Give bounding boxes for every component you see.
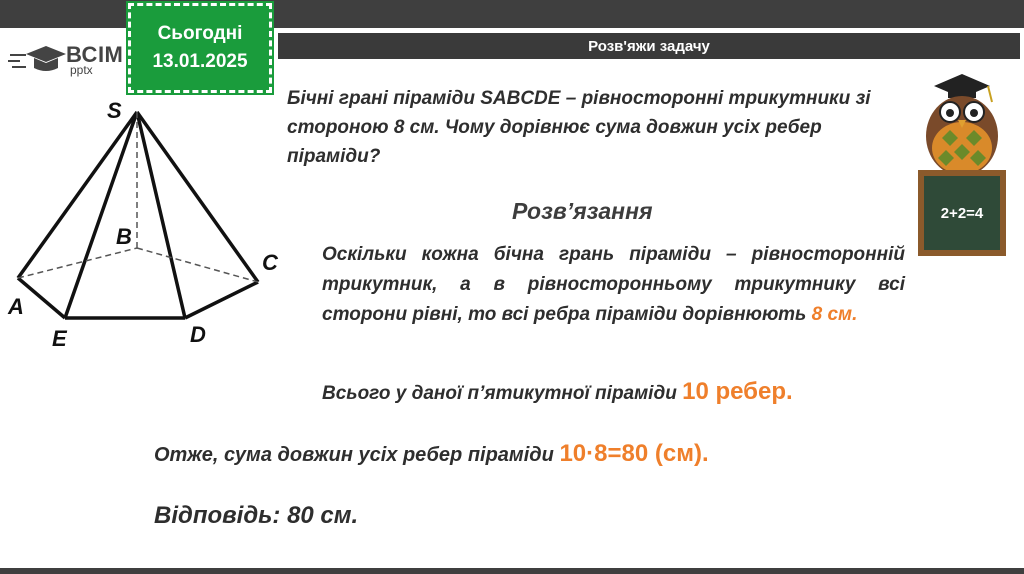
vertex-label-E: E — [52, 326, 67, 351]
vertex-label-S: S — [107, 98, 122, 123]
answer: Відповідь: 80 см. — [154, 502, 359, 529]
vertex-label-B: B — [116, 224, 132, 249]
logo-subtext: pptx — [70, 63, 93, 77]
blackboard-equation: 2+2=4 — [940, 205, 984, 222]
date-badge — [128, 3, 272, 93]
hidden-edge-BC — [137, 248, 258, 282]
logo-text: ВСІМ — [66, 42, 124, 67]
edge-AE — [18, 278, 65, 318]
edge-SE — [65, 112, 137, 318]
edge-length-value: 8 см. — [811, 304, 858, 325]
vertex-label-C: C — [262, 250, 278, 275]
sum-text: Отже, сума довжин усіх ребер піраміди — [154, 444, 554, 466]
edge-DC — [185, 282, 258, 318]
vertex-label-A: A — [8, 294, 24, 319]
edges-count — [322, 378, 793, 406]
explanation-text: Оскільки кожна бічна грань піраміди – рівносторонній трикутник, а в рівносторонньому трикутнику всі сторони рівні, то всі ребра піраміди дорівнюють — [322, 244, 905, 325]
edges-sum — [154, 440, 709, 468]
sum-value: 10·8=80 (см). — [559, 440, 709, 467]
solution-explanation — [322, 240, 905, 330]
bottom-bar — [0, 568, 1024, 574]
slide-title: Розв'яжи задачу — [588, 37, 710, 55]
pyramid-figure — [0, 95, 290, 355]
problem-text: Бічні грані піраміди SABCDE – рівносторонні трикутники зі стороною 8 см. Чому дорівнює сума довжин усіх ребер піраміди? — [287, 88, 871, 167]
edges-value: 10 ребер. — [682, 378, 793, 405]
solution-heading: Розв’язання — [512, 198, 653, 224]
slide-title-bar — [278, 33, 1020, 59]
edges-text: Всього у даної п’ятикутної піраміди — [322, 383, 677, 404]
date-badge-date: 13.01.2025 — [152, 51, 248, 72]
date-badge-label: Сьогодні — [157, 23, 243, 44]
owl-teacher-icon — [912, 68, 1012, 260]
vertex-label-D: D — [190, 322, 206, 347]
